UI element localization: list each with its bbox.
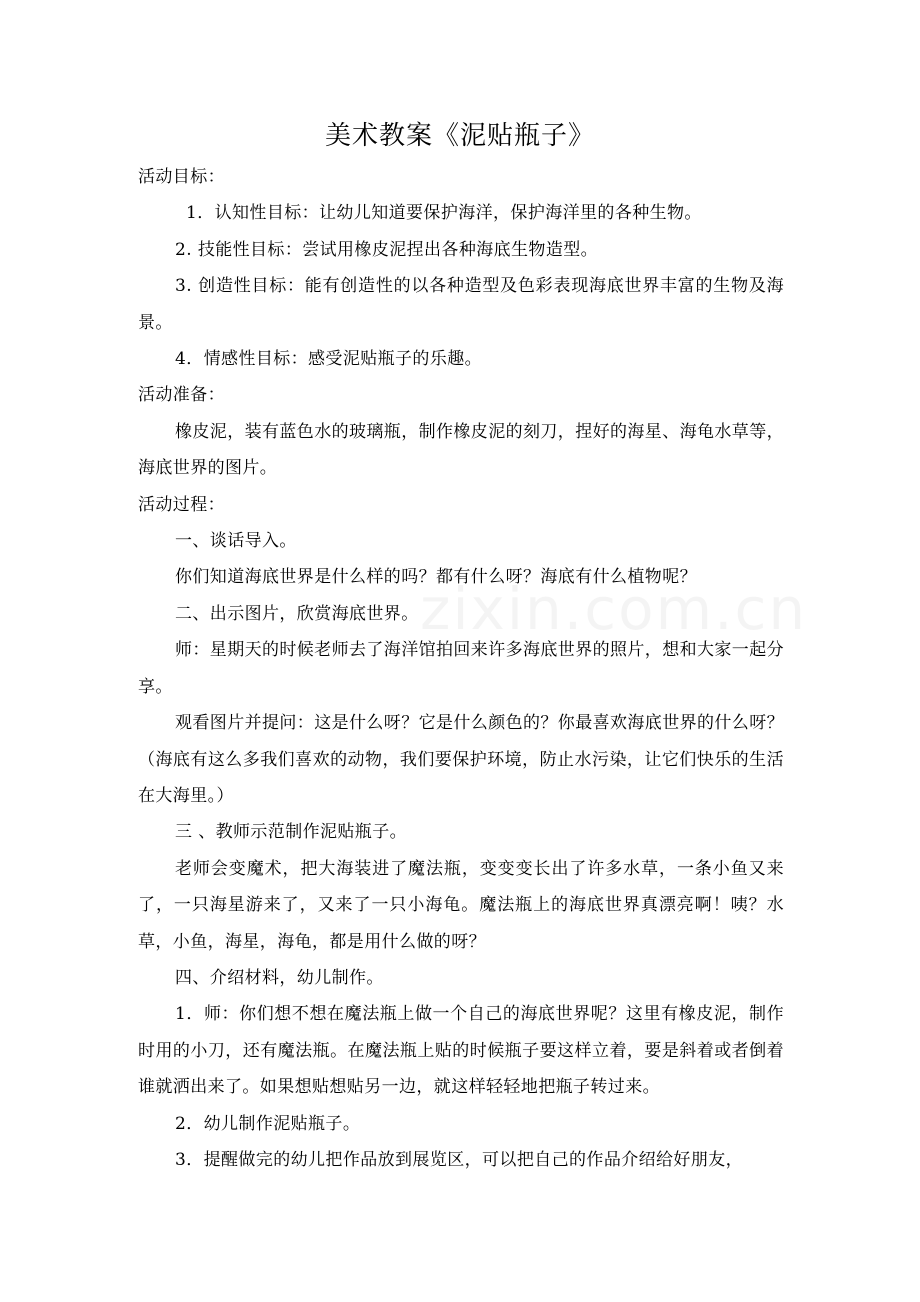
section-heading-goals: 活动目标： xyxy=(138,167,225,187)
process-step-2-question: 观看图片并提问：这是什么呀？它是什么颜色的？你最喜欢海底世界的什么呀？（海底有这么多我们喜欢的动物，我们要保护环境，防止水污染，让它们快乐的生活在大海里。） xyxy=(138,713,784,806)
process-step-4-item-2: 2．幼儿制作泥贴瓶子。 xyxy=(175,1113,361,1134)
goal-item-2: 2. 技能性目标：尝试用橡皮泥捏出各种海底生物造型。 xyxy=(175,239,599,260)
section-heading-process: 活动过程： xyxy=(138,494,225,515)
process-step-1-paragraph: 你们知道海底世界是什么样的吗？都有什么呀？海底有什么植物呢？ xyxy=(175,567,697,588)
process-step-4-item-1: 1．师：你们想不想在魔法瓶上做一个自己的海底世界呢？这里有橡皮泥，制作时用的小刀，还有魔法瓶。在魔法瓶上贴的时候瓶子要这样立着，要是斜着或者倒着谁就洒出来了。如果想贴想贴另一边，就这样轻轻地把瓶子转过来。 xyxy=(138,1004,784,1098)
goal-item-3: 3. 创造性目标：能有创造性的以各种造型及色彩表现海底世界丰富的生物及海景。 xyxy=(138,276,784,333)
process-step-1-heading: 一、谈话导入。 xyxy=(175,531,297,552)
goal-item-4: 4．情感性目标：感受泥贴瓶子的乐趣。 xyxy=(175,349,483,370)
document-title: 美术教案《泥贴瓶子》 xyxy=(324,121,595,151)
process-step-4-heading: 四、介绍材料，幼儿制作。 xyxy=(175,967,384,988)
process-step-4-item-3: 3．提醒做完的幼儿把作品放到展览区，可以把自己的作品介绍给好朋友， xyxy=(175,1149,744,1170)
process-step-3-paragraph: 老师会变魔术，把大海装进了魔法瓶，变变变长出了许多水草，一条小鱼又来了，一只海星游来了，又来了一只小海龟。魔法瓶上的海底世界真漂亮啊！咦？水草，小鱼，海星，海龟，都是用什么做的呀？ xyxy=(138,858,784,952)
process-step-3-heading: 三 、教师示范制作泥贴瓶子。 xyxy=(175,822,408,843)
section-heading-preparation: 活动准备： xyxy=(138,385,225,406)
process-step-2-paragraph: 师：星期天的时候老师去了海洋馆拍回来许多海底世界的照片，想和大家一起分享。 xyxy=(138,640,784,697)
goal-item-1: 1．认知性目标：让幼儿知道要保护海洋，保护海洋里的各种生物。 xyxy=(186,203,702,224)
preparation-paragraph: 橡皮泥，装有蓝色水的玻璃瓶，制作橡皮泥的刻刀，捏好的海星、海龟水草等，海底世界的图片。 xyxy=(138,421,784,479)
process-step-2-heading: 二、出示图片，欣赏海底世界。 xyxy=(175,603,419,624)
document-body xyxy=(138,159,784,1178)
